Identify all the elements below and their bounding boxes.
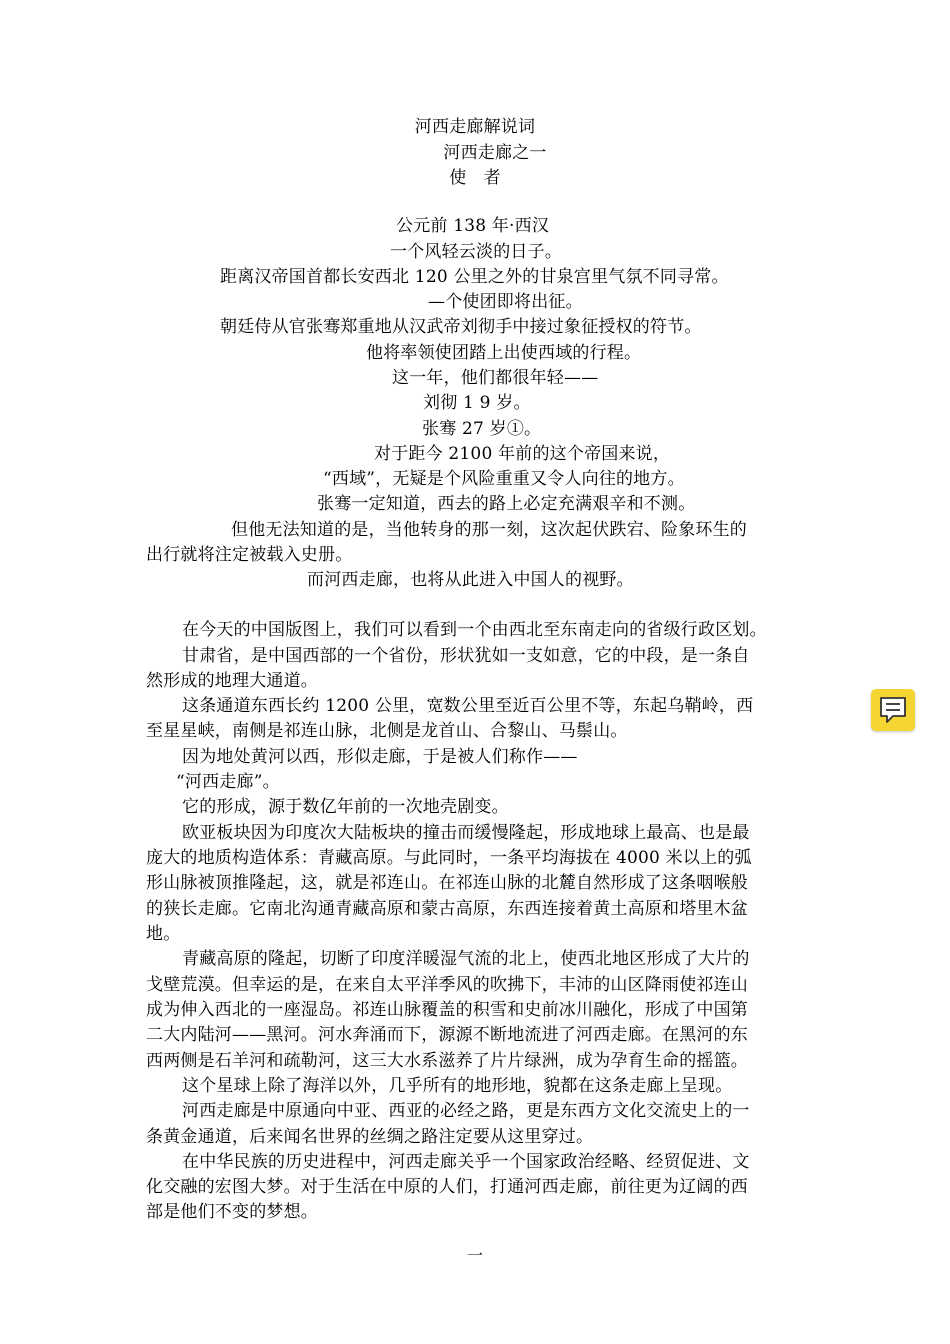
intro-line: 公元前 138 年·西汉 <box>396 216 550 236</box>
body-line: 这个星球上除了海洋以外，几乎所有的地形地，貌都在这条走廊上呈现。 <box>182 1076 733 1096</box>
intro-line: 这一年，他们都很年轻—— <box>392 368 599 388</box>
body-line: 然形成的地理大通道。 <box>146 671 318 691</box>
chapter-title: 使 者 <box>449 168 501 188</box>
body-line: 成为伸入西北的一座湿岛。祁连山脉覆盖的积雪和史前冰川融化，形成了中国第 <box>146 1000 748 1020</box>
intro-line: 张骞一定知道，西去的路上必定充满艰辛和不测。 <box>317 494 696 514</box>
body-line: 在今天的中国版图上，我们可以看到一个由西北至东南走向的省级行政区划。 <box>182 620 767 640</box>
body-line: 形山脉被顶推隆起，这，就是祁连山。在祁连山脉的北麓自然形成了这条咽喉般 <box>146 873 748 893</box>
intro-line: 朝廷侍从官张骞郑重地从汉武帝刘彻手中接过象征授权的符节。 <box>220 317 702 337</box>
body-line: 在中华民族的历史进程中，河西走廊关乎一个国家政治经略、经贸促进、文 <box>182 1152 750 1172</box>
body-line: 条黄金通道，后来闻名世界的丝绸之路注定要从这里穿过。 <box>146 1127 594 1147</box>
body-line: 至星星峡，南侧是祁连山脉，北侧是龙首山、合黎山、马鬃山。 <box>146 721 628 741</box>
comment-icon <box>878 695 908 725</box>
document-title: 河西走廊解说词 <box>414 117 536 137</box>
comment-button[interactable] <box>871 689 915 731</box>
intro-line: 而河西走廊，也将从此进入中国人的视野。 <box>307 570 634 590</box>
intro-line: 对于距今 2100 年前的这个帝国来说， <box>374 444 671 464</box>
intro-line: 他将率领使团踏上出使西域的行程。 <box>366 343 642 363</box>
intro-line: 出行就将注定被载入史册。 <box>146 545 353 565</box>
body-line: 甘肃省，是中国西部的一个省份，形状犹如一支如意，它的中段，是一条自 <box>182 646 750 666</box>
body-line: 这条通道东西长约 1200 公里，宽数公里至近百公里不等，东起乌鞘岭，西 <box>182 696 754 716</box>
body-line: 部是他们不变的梦想。 <box>146 1202 318 1222</box>
intro-line: 刘彻 1 9 岁。 <box>423 393 531 413</box>
intro-line: 距离汉帝国首都长安西北 120 公里之外的甘泉宫里气氛不同寻常。 <box>220 267 729 287</box>
page-number: 一 <box>466 1246 483 1265</box>
body-line: 欧亚板块因为印度次大陆板块的撞击而缓慢隆起，形成地球上最高、也是最 <box>182 823 750 843</box>
body-line: “河西走廊”。 <box>176 772 280 792</box>
body-line: 化交融的宏图大梦。对于生活在中原的人们，打通河西走廊，前往更为辽阔的西 <box>146 1177 748 1197</box>
body-line: 西两侧是石羊河和疏勒河，这三大水系滋养了片片绿洲，成为孕育生命的摇篮。 <box>146 1051 748 1071</box>
body-line: 的狭长走廊。它南北沟通青藏高原和蒙古高原，东西连接着黄土高原和塔里木盆 <box>146 899 748 919</box>
document-subtitle: 河西走廊之一 <box>443 143 547 163</box>
body-line: 地。 <box>146 924 181 944</box>
body-line: 戈壁荒漠。但幸运的是，在来自太平洋季风的吹拂下，丰沛的山区降雨使祁连山 <box>146 975 748 995</box>
body-line: 因为地处黄河以西，形似走廊，于是被人们称作—— <box>182 747 578 767</box>
intro-line: 张骞 27 岁①。 <box>422 419 542 439</box>
intro-line: “西域”，无疑是个风险重重又令人向往的地方。 <box>323 469 685 489</box>
body-line: 二大内陆河——黑河。河水奔涌而下，源源不断地流进了河西走廊。在黑河的东 <box>146 1025 748 1045</box>
intro-line: —个使团即将出征。 <box>428 292 583 312</box>
intro-line: 一个风轻云淡的日子。 <box>390 242 562 262</box>
body-line: 它的形成，源于数亿年前的一次地壳剧变。 <box>182 797 509 817</box>
body-line: 青藏高原的隆起，切断了印度洋暖湿气流的北上，使西北地区形成了大片的 <box>182 949 750 969</box>
intro-line: 但他无法知道的是，当他转身的那一刻，这次起伏跌宕、险象环生的 <box>231 520 747 540</box>
body-line: 河西走廊是中原通向中亚、西亚的必经之路，更是东西方文化交流史上的一 <box>182 1101 750 1121</box>
body-line: 庞大的地质构造体系：青藏高原。与此同时，一条平均海拔在 4000 米以上的弧 <box>146 848 752 868</box>
